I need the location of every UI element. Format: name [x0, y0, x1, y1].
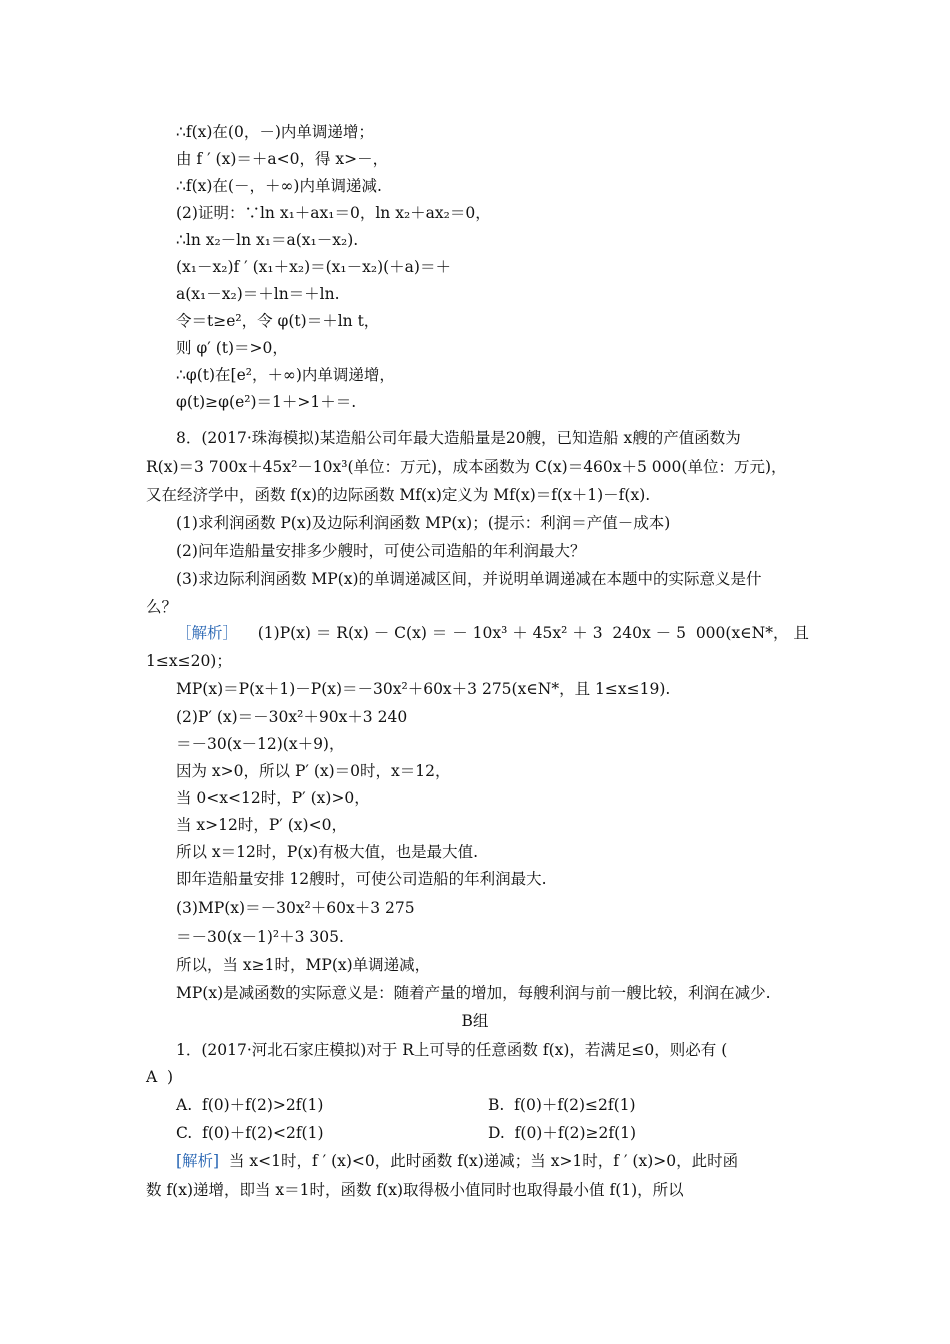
text-line: ∴ln x₂－ln x₁＝a(x₁－x₂).	[176, 231, 359, 249]
text-line: 数 f(x)递增，即当 x＝1时，函数 f(x)取得极小值同时也取得最小值 f(1)，所以	[146, 1181, 684, 1199]
text-line: 么？	[146, 598, 178, 616]
text-line: 所以 x＝12时，P(x)有极大值，也是最大值.	[176, 843, 479, 861]
text-line: φ(t)≥φ(e²)＝1＋>1＋＝.	[176, 393, 357, 411]
text-line: 当 0<x<12时，P′ (x)>0，	[176, 789, 370, 807]
text-line: 由 f ′ (x)＝＋a<0，得 x>－，	[176, 150, 389, 168]
solution-line	[0, 1150, 950, 1172]
text-line: (3)MP(x)＝－30x²＋60x＋3 275	[176, 899, 415, 917]
text-line: a(x₁－x₂)＝＋ln＝＋ln.	[176, 285, 340, 303]
text-line: MP(x)是减函数的实际意义是：随着产量的增加，每艘利润与前一艘比较，利润在减少.	[176, 984, 771, 1002]
text-line: 所以，当 x≥1时，MP(x)单调递减，	[176, 956, 431, 974]
text-line: ∴φ(t)在[e²，＋∞)内单调递增，	[176, 366, 395, 384]
text-line: 当 x>12时，P′ (x)<0，	[176, 816, 347, 834]
text-line: 即年造船量安排 12艘时，可使公司造船的年利润最大.	[176, 870, 547, 888]
text-line: (2)P′ (x)＝－30x²＋90x＋3 240	[176, 708, 408, 726]
text-line: 1≤x≤20)；	[146, 652, 232, 670]
option-d: D. f(0)＋f(2)≥2f(1)	[488, 1124, 637, 1142]
text-line: 令＝t≥e²，令 φ(t)＝＋ln t，	[176, 312, 380, 330]
text-line: ＝－30(x－1)²＋3 305.	[176, 928, 344, 946]
jiexi-tag: [解析]	[176, 1152, 220, 1170]
text-line: MP(x)＝P(x＋1)－P(x)＝－30x²＋60x＋3 275(x∈N*，且 1≤x≤19).	[176, 680, 671, 698]
text-line: ∴f(x)在(－，＋∞)内单调递减.	[176, 177, 382, 195]
text-line: (1)求利润函数 P(x)及边际利润函数 MP(x)；(提示：利润＝产值－成本)	[176, 514, 671, 532]
text-line: 又在经济学中，函数 f(x)的边际函数 Mf(x)定义为 Mf(x)＝f(x＋1)－f(x).	[146, 486, 651, 504]
solution-text: (1)P(x) ＝ R(x) － C(x) ＝ － 10x³ ＋ 45x² ＋ 3 240x － 5 000(x∈N*， 且	[257, 624, 809, 642]
text-line: (x₁－x₂)f ′ (x₁＋x₂)＝(x₁－x₂)(＋a)＝＋	[176, 258, 451, 276]
problem-1-heading: 1．(2017·河北石家庄模拟)对于 R上可导的任意函数 f(x)，若满足≤0，则必有 (	[176, 1041, 728, 1059]
jiexi-tag: ［解析］	[176, 624, 239, 642]
option-b: B. f(0)＋f(2)≤2f(1)	[488, 1096, 636, 1114]
problem-8-heading: 8．(2017·珠海模拟)某造船公司年最大造船量是20艘，已知造船 x艘的产值函数为	[176, 429, 741, 447]
text-line: (2)问年造船量安排多少艘时，可使公司造船的年利润最大？	[176, 542, 586, 560]
text-line: R(x)＝3 700x＋45x²－10x³(单位：万元)，成本函数为 C(x)＝460x＋5 000(单位：万元)，	[146, 458, 787, 476]
text-line: (2)证明：∵ln x₁＋ax₁＝0，ln x₂＋ax₂＝0，	[176, 204, 491, 222]
solution-text: 当 x<1时，f ′ (x)<0，此时函数 f(x)递减；当 x>1时，f ′ (x)>0，此时函	[228, 1152, 739, 1170]
text-line: ＝－30(x－12)(x＋9)，	[176, 735, 345, 753]
text-line: (3)求边际利润函数 MP(x)的单调递减区间，并说明单调递减在本题中的实际意义是什	[176, 570, 762, 588]
solution-line	[0, 622, 950, 644]
text-line: 因为 x>0，所以 P′ (x)＝0时，x＝12，	[176, 762, 451, 780]
option-c: C. f(0)＋f(2)<2f(1)	[176, 1124, 324, 1142]
text-line: ∴f(x)在(0，－)内单调递增；	[176, 123, 374, 141]
section-heading: B组	[461, 1012, 489, 1030]
option-a: A. f(0)＋f(2)>2f(1)	[176, 1096, 324, 1114]
text-line: 则 φ′ (t)＝>0，	[176, 339, 288, 357]
answer-line: A )	[146, 1068, 174, 1086]
